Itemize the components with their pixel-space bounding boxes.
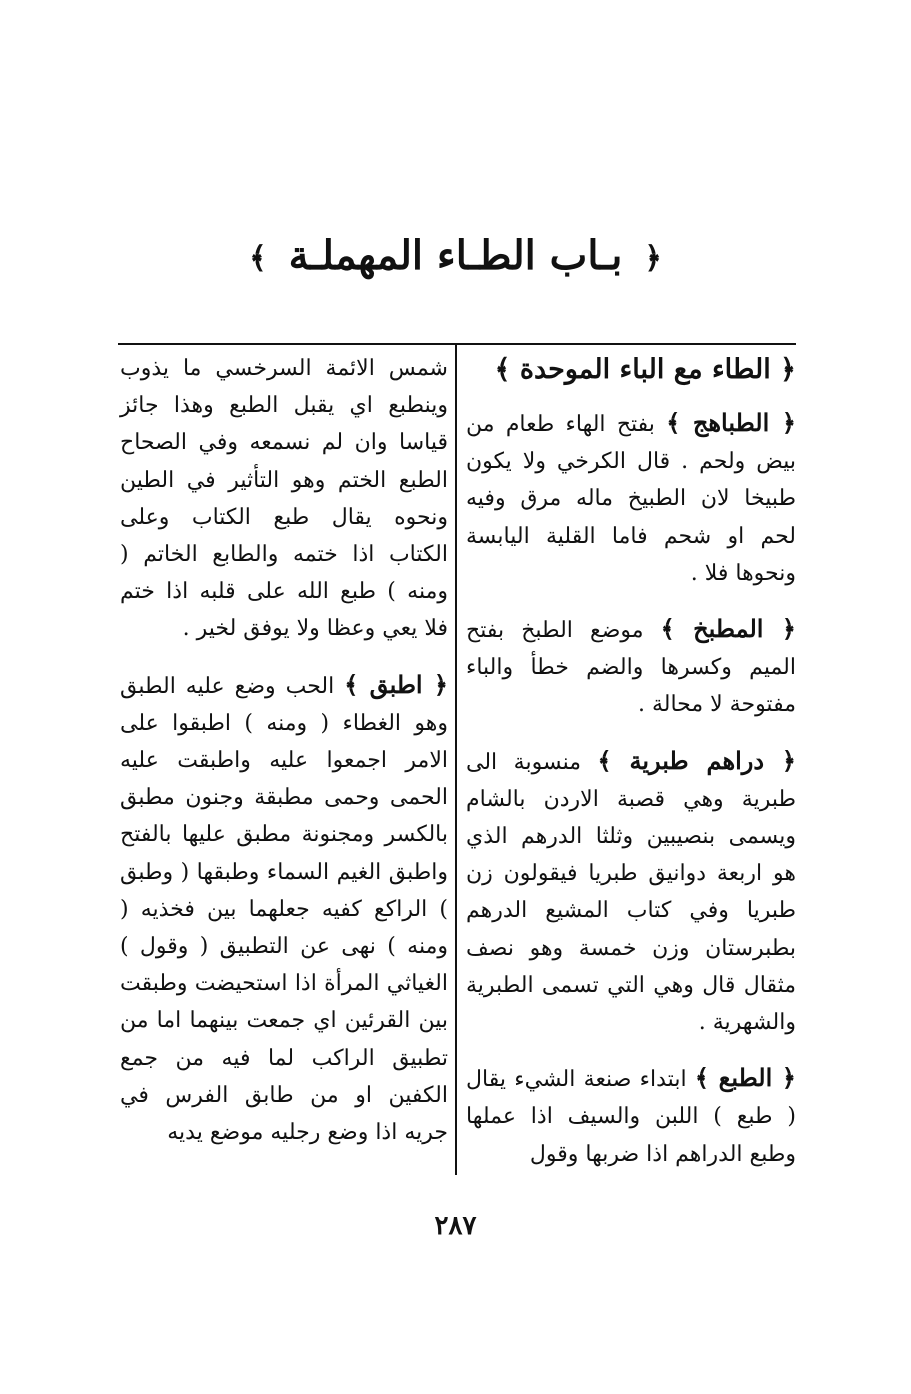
entry-term: ﴿ دراهم طبرية ﴾ [597, 745, 796, 775]
column-divider [455, 343, 457, 1175]
left-column [120, 350, 448, 1169]
entry-text: ابتداء صنعة الشيء يقال ( طبع ) اللبن والسيف اذا عملها وطبع الدراهم اذا ضربها وقول [466, 1067, 796, 1167]
entry-text: منسوبة الى طبرية وهي قصبة الاردن بالشام ويسمى بنصيبين وثلثا الدرهم الذي هو اربعة دوانيق طبريا فيقولون زن طبريا وفي كتاب المشيع الدرهم بطبرستان وزن خمسة وهو نصف مثقال قال وهي التي تسمى الطبرية والشهرية . [466, 749, 796, 1036]
right-column [466, 350, 796, 1191]
section-heading: ﴿ الطاء مع الباء الموحدة ﴾ [494, 354, 796, 385]
entry-term: ﴿ الطباهج ﴾ [666, 408, 796, 437]
entry-text: موضع الطبخ بفتح الميم وكسرها والضم خطأ والباء مفتوحة لا محالة . [466, 618, 796, 718]
entry-term: ﴿ الطبع ﴾ [694, 1063, 796, 1093]
top-rule [118, 343, 796, 345]
page-number: ٢٨٧ [434, 1211, 477, 1241]
entry-term: ﴿ المطبخ ﴾ [660, 614, 796, 644]
chapter-title [0, 228, 911, 287]
entry-text: بفتح الهاء طعام من بيض ولحم . قال الكرخي ولا يكون طبيخا لان الطبيخ ماله مرق وفيه لحم او شحم فاما القلية اليابسة ونحوها فلا . [466, 412, 796, 586]
entry-text: شمس الائمة السرخسي ما يذوب وينطبع اي يقبل الطبع وهذا جائز قياسا وان لم نسمعه وفي الصحاح الطبع الختم وهو التأثير في الطين ونحوه يقال طبع الكتاب وعلى الكتاب اذا ختمه والطابع الخاتم ( ومنه ) طبع الله على قلبه اذا ختم فلا يعي وعظا ولا يوفق لخير . [120, 356, 448, 642]
entry-tab-continued [120, 350, 448, 648]
entry-atbaq [120, 666, 448, 1152]
entry-tabahij [466, 404, 796, 592]
entry-matbakh [466, 610, 796, 724]
entry-term: ﴿ اطبق ﴾ [344, 669, 448, 699]
chapter-title-text: بـاب الطـاء المهملـة [288, 232, 623, 279]
ornament-close-icon: ﴾ [249, 241, 267, 276]
entry-text: الحب وضع عليه الطبق وهو الغطاء ( ومنه ) اطبقوا على الامر اجمعوا عليه واطبقت عليه الحمى وحمى مطبقة وجنون مطبق بالكسر ومجنونة مطبق عليها بالفتح واطبق الغيم السماء وطبقها ( وطبق ) الراكع كفيه جعلهما بين فخذيه ( ومنه ) نهى عن التطبيق ( وقول ) الغياثي المرأة اذا استحيضت وطبقت بين القرئين اي جمعت بينهما اما من تطبيق الراكب لما فيه من جمع الكفين او من طابق الفرس في جريه اذا وضع رجليه موضع يديه [120, 673, 448, 1146]
ornament-open-icon: ﴿ [644, 241, 662, 276]
entry-tab [466, 1059, 796, 1173]
entry-darahim-tabariyya [466, 742, 796, 1042]
